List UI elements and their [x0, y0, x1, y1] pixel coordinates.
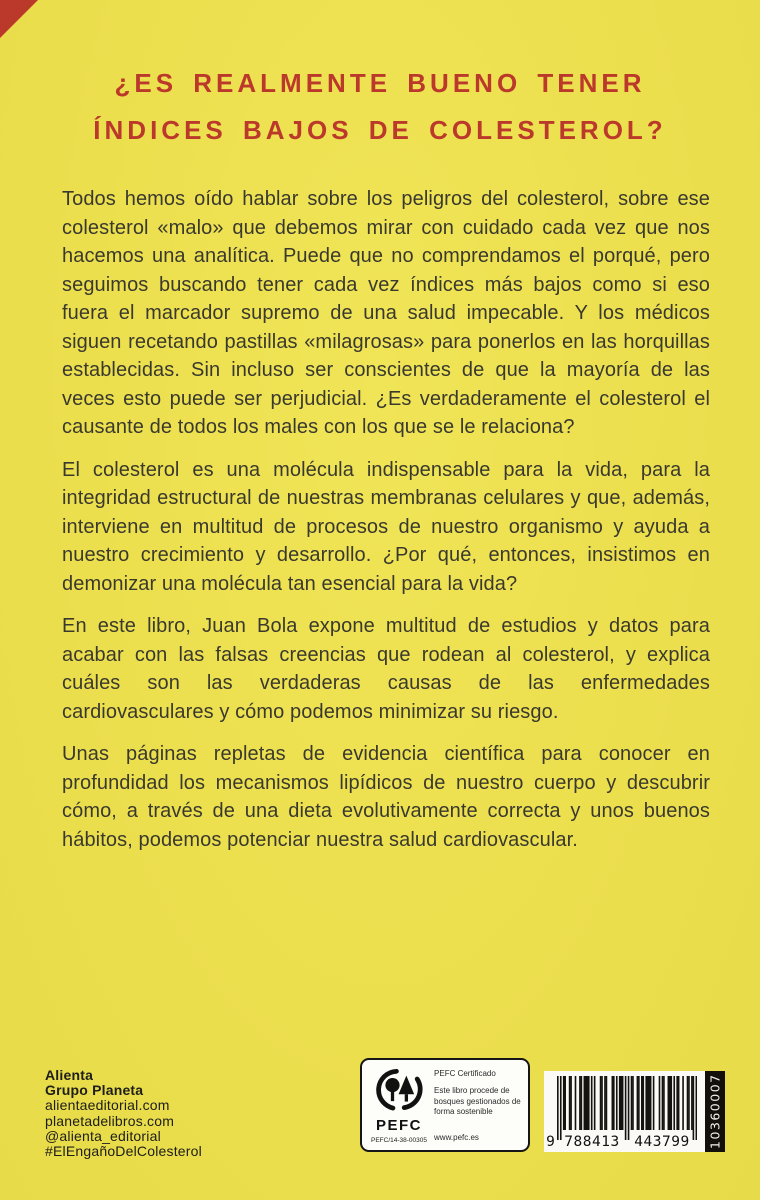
- publisher-name: Alienta: [45, 1067, 94, 1083]
- barcode-digits: [544, 1134, 697, 1150]
- paragraph-1: Todos hemos oído hablar sobre los peligros del colesterol, sobre ese colesterol «malo» que debemos mirar con cuidado cada vez que nos hacemos una analítica. Puede que no comprendamos el porqué, pero seguimos buscando tener cada vez índices más bajos como si eso fuera el marcador supremo de una salud impecable. Y los médicos siguen recetando pastillas «milagrosas» para ponerlos en las horquillas establecidas. Sin incluso ser conscientes de que la mayoría de las veces esto puede ser perjudicial. ¿Es verdaderamente el colesterol el causante de todos los males con los que se le relaciona?: [62, 188, 710, 438]
- publisher-group: Grupo Planeta: [45, 1082, 144, 1099]
- paragraph-3: En este libro, Juan Bola expone multitud de estudios y datos para acabar con las falsas creencias que rodean al colesterol, y explica cuáles son las verdaderas causas de las enfermedades cardiovasculares y cómo podemos minimizar su riesgo.: [62, 615, 710, 723]
- publisher-info-block: [45, 1068, 202, 1159]
- publisher-website-2: planetadelibros.com: [45, 1112, 175, 1129]
- isbn-barcode: [544, 1071, 705, 1152]
- pefc-url: www.pefc.es: [434, 1133, 479, 1142]
- pefc-description: Este libro procede de bosques gestionados de forma sostenible: [434, 1086, 521, 1116]
- pefc-logo-column: [371, 1066, 427, 1144]
- pefc-logo-icon: [373, 1066, 425, 1117]
- corner-fold-triangle: [0, 0, 38, 38]
- book-hashtag: #ElEngañoDelColesterol: [45, 1143, 202, 1160]
- paragraph-4: Unas páginas repletas de evidencia científica para conocer en profundidad los mecanismos lipídicos de nuestro cuerpo y descubrir cómo, a través de una dieta evolutivamente correcta y unos buenos hábitos, podemos potenciar nuestra salud cardiovascular.: [62, 743, 710, 851]
- publisher-social-handle: @alienta_editorial: [45, 1127, 161, 1144]
- back-cover-text: [62, 185, 710, 868]
- headline-line-2: ÍNDICES BAJOS DE COLESTEROL?: [93, 115, 667, 145]
- headline-line-1: ¿ES REALMENTE BUENO TENER: [114, 68, 646, 98]
- edition-number-strip: 10360007: [705, 1071, 725, 1152]
- publisher-website-1: alientaeditorial.com: [45, 1097, 170, 1114]
- paragraph-2: El colesterol es una molécula indispensable para la vida, para la integridad estructural de nuestras membranas celulares y que, además, interviene en multitud de procesos de nuestro organismo y ayuda a nuestro crecimiento y desarrollo. ¿Por qué, entonces, insistimos en demonizar una molécula tan esencial para la vida?: [62, 458, 710, 595]
- cover-headline: [0, 60, 760, 154]
- pefc-certification-label: [360, 1058, 530, 1152]
- pefc-cert-code: PEFC/14-38-00305: [371, 1137, 428, 1144]
- pefc-text-column: [434, 1066, 524, 1144]
- barcode-digit-group-1: 788413: [564, 1134, 620, 1150]
- barcode-digit-group-2: 443799: [634, 1134, 690, 1150]
- pefc-wordmark: PEFC: [376, 1117, 423, 1134]
- pefc-title: PEFC Certificado: [434, 1069, 496, 1078]
- barcode-lead-digit: 9: [546, 1134, 555, 1150]
